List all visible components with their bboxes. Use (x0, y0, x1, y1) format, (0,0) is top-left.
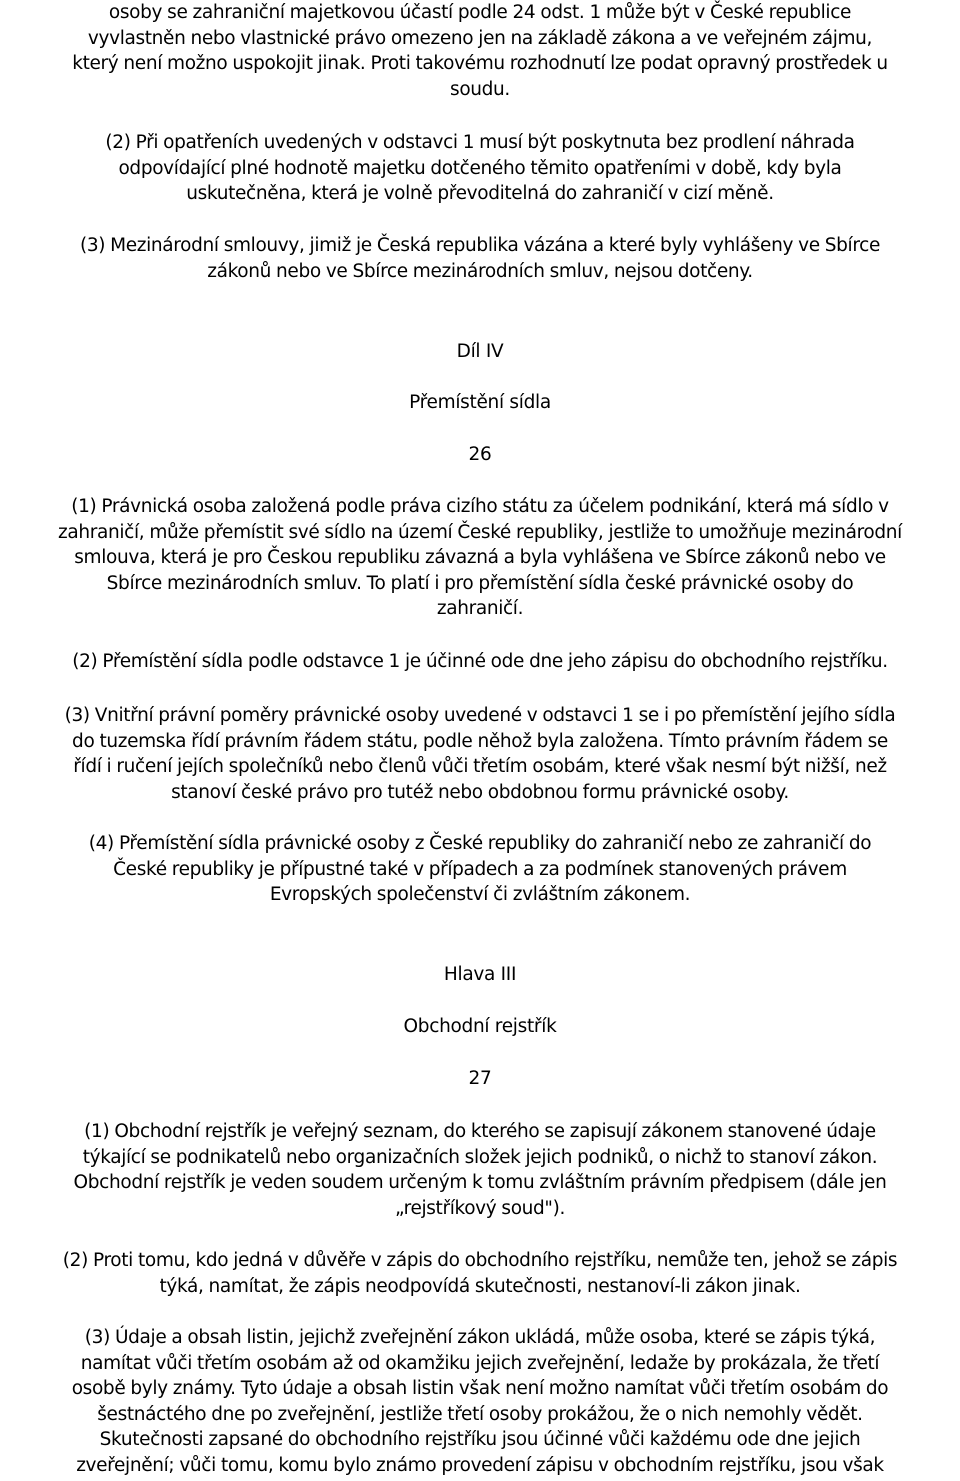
text-line: zahraničí. (436, 598, 524, 620)
section-number: 27 (468, 1068, 492, 1089)
text-line: odpovídající plné hodnotě majetku dotčeného těmito opatřeními v době, kdy byla (118, 157, 842, 179)
text-line: týkající se podnikatelů nebo organizačních složek jejich podniků, o nichž to stanoví zákon. (82, 1146, 878, 1168)
text-line: (2) Proti tomu, kdo jedná v důvěře v zápis do obchodního rejstříku, nemůže ten, jehož se zápis (62, 1250, 898, 1271)
text-line: zahraničí, může přemístit své sídlo na území České republiky, jestliže to umožňuje mezinárodní (58, 521, 902, 543)
section-26-paragraph-4 (0, 831, 960, 908)
section-26-paragraph-1 (0, 494, 960, 622)
text-line: (3) Vnitřní právní poměry právnické osoby uvedené v odstavci 1 se i po přemístění jejího sídla (64, 705, 896, 726)
text-line: (2) Přemístění sídla podle odstavce 1 je účinné ode dne jeho zápisu do obchodního rejstříku. (72, 651, 888, 672)
text-line: Obchodní rejstřík je veden soudem určeným k tomu zvláštním právním předpisem (dále jen (73, 1172, 887, 1194)
text-line: (3) Mezinárodní smlouvy, jimiž je Česká republika vázána a které byly vyhlášeny ve Sbírce (79, 235, 881, 256)
text-line: smlouva, která je pro Českou republiku závazná a byla vyhlášena ve Sbírce zákonů nebo ve (74, 547, 886, 569)
text-line: šestnáctého dne po zveřejnění, jestliže třetí osoby prokážou, že o nich nemohly vědět. (97, 1403, 863, 1425)
text-line: (2) Při opatřeních uvedených v odstavci 1 musí být poskytnuta bez prodlení náhrada (105, 132, 855, 153)
head-heading: Hlava III (443, 964, 517, 985)
section-27-paragraph-2 (0, 1248, 960, 1299)
text-line: týká, namítat, že zápis neodpovídá skutečnosti, nestanoví-li zákon jinak. (159, 1275, 801, 1297)
text-line: soudu. (450, 78, 510, 100)
section-27-paragraph-3 (0, 1325, 960, 1479)
section-26-paragraph-3 (0, 703, 960, 805)
text-line: (3) Údaje a obsah listin, jejichž zveřejnění zákon ukládá, může osoba, které se zápis týká, (84, 1327, 876, 1348)
text-line: České republiky je přípustné také v případech a za podmínek stanovených právem (113, 858, 847, 880)
text-line: který není možno uspokojit jinak. Proti takovému rozhodnutí lze podat opravný prostředek u (72, 53, 888, 75)
text-line: (1) Právnická osoba založená podle práva cizího státu za účelem podnikání, která má sídlo v (71, 496, 889, 517)
text-line: zákonů nebo ve Sbírce mezinárodních smluv, nejsou dotčeny. (207, 260, 753, 282)
section-26-paragraph-2 (0, 649, 960, 675)
part-title: Přemístění sídla (409, 392, 551, 413)
text-line: namítat vůči třetím osobám až od okamžiku jejich zveřejnění, ledaže by prokázala, že třetí (80, 1352, 880, 1374)
text-line: uskutečněna, která je volně převoditelná do zahraničí v cizí měně. (186, 183, 774, 205)
section-25-paragraph-3 (0, 233, 960, 284)
text-line: osoby se zahraniční majetkovou účastí podle 24 odst. 1 může být v České republice (108, 2, 852, 23)
text-line: (1) Obchodní rejstřík je veřejný seznam, do kterého se zapisují zákonem stanovené údaje (84, 1121, 876, 1142)
text-line: vyvlastněn nebo vlastnické právo omezeno jen na základě zákona a ve veřejném zájmu, (87, 27, 873, 49)
text-line: (4) Přemístění sídla právnické osoby z České republiky do zahraničí nebo ze zahraničí do (88, 833, 872, 854)
part-heading: Díl IV (456, 341, 504, 362)
head-title: Obchodní rejstřík (403, 1016, 557, 1037)
text-line: zveřejnění; vůči tomu, komu bylo známo provedení zápisu v obchodním rejstříku, jsou však (76, 1454, 884, 1476)
text-line: stanoví české právo pro tutéž nebo obdobnou formu právnické osoby. (171, 781, 789, 803)
text-line: osobě byly známy. Tyto údaje a obsah listin však není možno namítat vůči třetím osobám do (71, 1378, 889, 1400)
text-line: řídí i ručení jejích společníků nebo členů vůči třetím osobám, které však nesmí být nižší, než (73, 756, 887, 778)
section-27-paragraph-1 (0, 1119, 960, 1221)
text-line: do tuzemska řídí právním řádem státu, podle něhož byla založena. Tímto právním řádem se (72, 730, 888, 752)
text-line: „rejstříkový soud"). (395, 1197, 565, 1219)
text-line: Evropských společenství či zvláštním zákonem. (269, 884, 691, 906)
intro-paragraph (0, 0, 960, 102)
text-line: Sbírce mezinárodních smluv. To platí i pro přemístění sídla české právnické osoby do (106, 572, 854, 594)
section-number: 26 (468, 444, 492, 465)
section-25-paragraph-2 (0, 130, 960, 207)
text-line: Skutečnosti zapsané do obchodního rejstříku jsou účinné vůči každému ode dne jejich (99, 1429, 861, 1451)
